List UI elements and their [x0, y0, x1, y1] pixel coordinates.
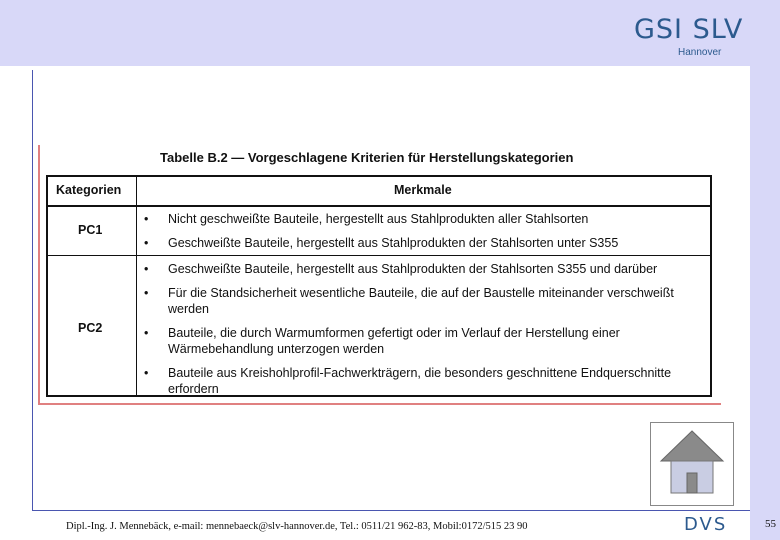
list-item: [144, 211, 714, 227]
row-separator: [48, 255, 710, 256]
criterion-text: Bauteile aus Kreishohlprofil-Fachwerkträgern, die besonders geschnittene Endquerschnitte erfordern: [168, 366, 672, 396]
list-item: [144, 325, 714, 357]
table-figure-left-border: [38, 145, 40, 405]
dvs-logo: DVS: [684, 514, 728, 535]
logo-text: GSI SLV: [634, 14, 744, 45]
left-guide-line: [32, 70, 33, 510]
home-button[interactable]: [650, 422, 734, 506]
list-item: [144, 365, 714, 397]
column-header-kategorien: Kategorien: [56, 183, 122, 197]
criterion-text: Geschweißte Bauteile, hergestellt aus Stahlprodukten der Stahlsorten unter S355: [168, 236, 619, 250]
column-separator: [136, 177, 137, 395]
page-number: 55: [765, 518, 776, 530]
list-item: [144, 235, 714, 251]
category-pc2: PC2: [78, 321, 103, 335]
table-caption: Tabelle B.2 — Vorgeschlagene Kriterien für Herstellungskategorien: [160, 150, 574, 165]
bullet: •: [144, 262, 149, 276]
bottom-guide-line: [32, 510, 750, 511]
right-frame-strip: [750, 66, 780, 540]
bullet: •: [144, 236, 149, 250]
category-pc1: PC1: [78, 223, 103, 237]
bullet: •: [144, 326, 149, 340]
footer-contact: Dipl.-Ing. J. Mennebäck, e-mail: mennebaeck@slv-hannover.de, Tel.: 0511/21 962-83, Mobil:0172/515 23 90: [66, 521, 528, 532]
criterion-text: Geschweißte Bauteile, hergestellt aus Stahlprodukten der Stahlsorten S355 und darüber: [168, 262, 658, 276]
list-item: [144, 261, 714, 277]
criterion-text: Bauteile, die durch Warmumformen gefertigt oder im Verlauf der Herstellung einer Wärmebehandlung unterzogen werden: [168, 326, 620, 356]
header-separator: [48, 205, 710, 207]
bullet: •: [144, 286, 149, 300]
bullet: •: [144, 212, 149, 226]
criterion-text: Nicht geschweißte Bauteile, hergestellt aus Stahlprodukten aller Stahlsorten: [168, 212, 589, 226]
column-header-merkmale: Merkmale: [394, 183, 452, 197]
home-icon: [651, 423, 733, 505]
table-figure-bottom-border: [38, 403, 721, 405]
list-item: [144, 285, 714, 317]
criterion-text: Für die Standsicherheit wesentliche Bauteile, die auf der Baustelle miteinander verschweißt werden: [168, 286, 674, 316]
gsi-slv-logo: [634, 14, 744, 64]
bullet: •: [144, 366, 149, 380]
table-figure: [38, 145, 721, 405]
logo-subtext: Hannover: [678, 47, 722, 58]
criteria-table: [46, 175, 712, 397]
